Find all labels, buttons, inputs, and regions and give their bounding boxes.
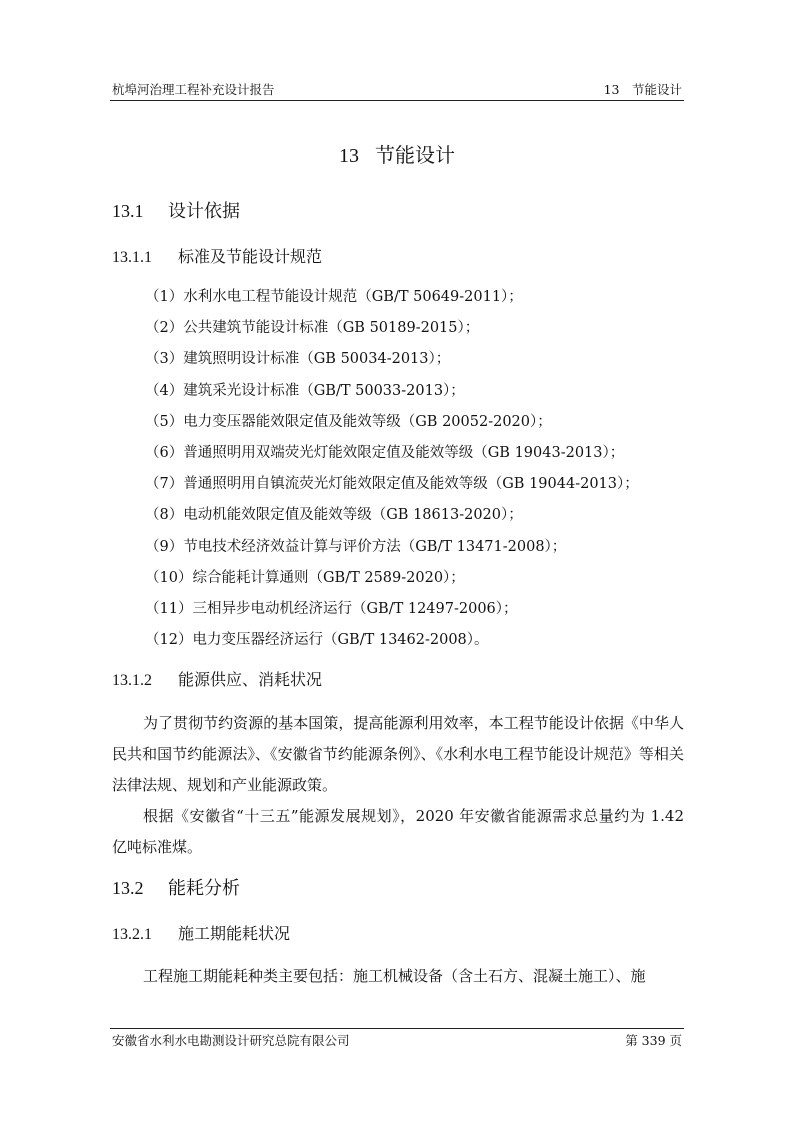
section-number: 13.2.1	[112, 926, 152, 943]
list-item: （11）三相异步电动机经济运行（GB/T 12497-2006）；	[145, 600, 518, 617]
chapter-number: 13	[339, 145, 359, 167]
standards-list	[145, 285, 639, 659]
list-item: （9）节电技术经济效益计算与评价方法（GB/T 13471-2008）；	[145, 538, 567, 555]
section-number: 13.1	[112, 201, 144, 221]
footer-page-number: 第 339 页	[625, 1033, 682, 1048]
footer-organization: 安徽省水利水电勘测设计研究总院有限公司	[112, 1033, 350, 1048]
section-number: 13.2	[112, 878, 144, 898]
page-header	[110, 80, 684, 101]
list-item: （1）水利水电工程节能设计规范（GB/T 50649-2011）；	[145, 289, 523, 305]
list-item: （12）电力变压器经济运行（GB/T 13462-2008）。	[145, 632, 489, 649]
paragraph-construction-energy: 工程施工期能耗种类主要包括：施工机械设备（含土石方、混凝土施工）、施	[143, 967, 646, 985]
section-title: 施工期能耗状况	[178, 924, 291, 943]
section-title: 设计依据	[168, 201, 240, 222]
list-item: （4）建筑采光设计标准（GB/T 50033-2013）；	[145, 382, 465, 399]
section-13-2-1-heading	[112, 922, 290, 947]
section-number: 13.1.1	[112, 249, 152, 266]
list-item: （7）普通照明用自镇流荧光灯能效限定值及能效等级（GB 19044-2013）；	[145, 476, 639, 493]
header-chapter-label: 13 节能设计	[603, 82, 682, 97]
list-item: （8）电动机能效限定值及能效等级（GB 18613-2020）；	[145, 507, 523, 524]
section-number: 13.1.2	[112, 672, 152, 689]
section-title: 能源供应、消耗状况	[178, 670, 323, 689]
list-item: （10）综合能耗计算通则（GB/T 2589-2020）；	[145, 569, 465, 586]
section-13-2-heading	[112, 875, 240, 902]
header-report-title: 杭埠河治理工程补充设计报告	[112, 82, 275, 97]
chapter-title	[0, 141, 794, 170]
list-item: （5）电力变压器能效限定值及能效等级（GB 20052-2020）；	[145, 413, 552, 430]
section-title: 标准及节能设计规范	[178, 247, 323, 266]
page-footer	[110, 1028, 684, 1051]
section-13-1-2-heading	[112, 668, 322, 693]
list-item: （6）普通照明用双端荧光灯能效限定值及能效等级（GB 19043-2013）；	[145, 444, 625, 461]
paragraph-energy-policy: 为了贯彻节约资源的基本国策，提高能源利用效率，本工程节能设计依据《中华人民共和国节约能源法》、《安徽省节约能源条例》、《水利水电工程节能设计规范》等相关法律法规、规划和产业能源政策。	[112, 714, 684, 794]
section-title: 能耗分析	[168, 878, 240, 899]
list-item: （3）建筑照明设计标准（GB 50034-2013）；	[145, 351, 451, 368]
paragraph-energy-demand: 根据《安徽省“十三五”能源发展规划》，2020 年安徽省能源需求总量约为 1.42 亿吨标准煤。	[112, 807, 684, 856]
section-13-1-1-heading	[112, 245, 322, 270]
section-13-1-heading	[112, 198, 240, 225]
chapter-title-text: 节能设计	[375, 143, 455, 167]
list-item: （2）公共建筑节能设计标准（GB 50189-2015）；	[145, 320, 480, 337]
